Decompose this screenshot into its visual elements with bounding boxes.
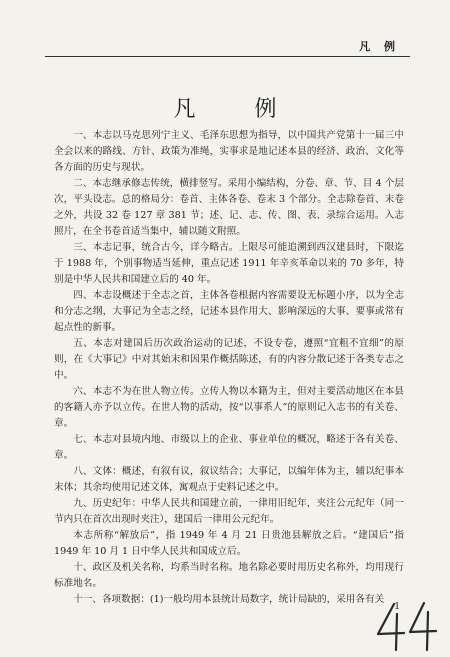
paragraph: 四、本志设概述于全志之首，主体各卷根据内容需要设无标题小序，以为全志和分志之纲，大事记为全志之经，记述本县作用大、影响深远的大事、要事或常有起点性的新事。 <box>54 290 404 333</box>
running-header: 凡 例 <box>359 40 400 53</box>
paragraph: 七、本志对县境内地、市级以上的企业、事业单位的概况，略述于各有关卷、章。 <box>54 434 404 461</box>
page-number: 1 <box>394 602 400 612</box>
paragraph: 八、文体：概述，有叙有议，叙议结合；大事记，以编年体为主，辅以纪事本末体；其余均使用记述文体，寓观点于史料记述之中。 <box>54 466 404 493</box>
page-title: 凡 例 <box>173 97 303 122</box>
body-text <box>54 128 404 608</box>
paragraph: 六、本志不为在世人物立传。立传人物以本籍为主，但对主要活动地区在本县的客籍人亦予以立传。在世人物的活动，按“以事系人”的原则记入志书的有关卷、章。 <box>54 386 404 429</box>
paragraph: 五、本志对建国后历次政治运动的记述，不设专卷，遵照“宜粗不宜细”的原则，在《大事记》中对其始末和因果作概括陈述，有的内容分散记述于各类专志之中。 <box>54 338 404 381</box>
paragraph: 十、政区及机关名称，均系当时名称。地名除必要时用历史名称外，均用现行标准地名。 <box>54 562 404 589</box>
paragraph: 二、本志继承修志传统，横排竖写。采用小编结构，分卷、章、节、目 4 个层次，平头设志。总的格局分：卷首、主体各卷、卷末 3 个部分。全志除卷首、末卷之外，共设 32 卷 127 章 381 节；述、记、志、传、图、表、录综合运用。入志照片，在全书卷首适当集中，辅以随文附照。 <box>54 178 404 237</box>
paragraph: 九、历史纪年：中华人民共和国建立前，一律用旧纪年，夹注公元纪年（同一节内只在首次出现时夹注），建国后一律用公元纪年。 <box>54 498 404 525</box>
paragraph: 三、本志记事，统合古今，详今略古。上限尽可能追溯到西汉建县时，下限迄于 1988 年，个别事物适当延伸，重点记述 1911 年辛亥革命以来的 70 多年，特别是中华人民共和国建立后的 40 年。 <box>54 242 404 285</box>
header-rule <box>45 56 410 57</box>
handwritten-note-44 <box>372 600 442 652</box>
paragraph: 一、本志以马克思列宁主义、毛泽东思想为指导，以中国共产党第十一届三中全会以来的路线、方针、政策为准绳，实事求是地记述本县的经济、政治、文化等各方面的历史与现状。 <box>54 130 404 173</box>
paragraph: 本志所称“解放后”，指 1949 年 4 月 21 日贵池县解放之后。“建国后”指 1949 年 10 月 1 日中华人民共和国成立后。 <box>54 530 404 557</box>
paragraph: 十一、各项数据：(1)一般均用本县统计局数字，统计局缺的，采用各有关 <box>73 594 385 605</box>
